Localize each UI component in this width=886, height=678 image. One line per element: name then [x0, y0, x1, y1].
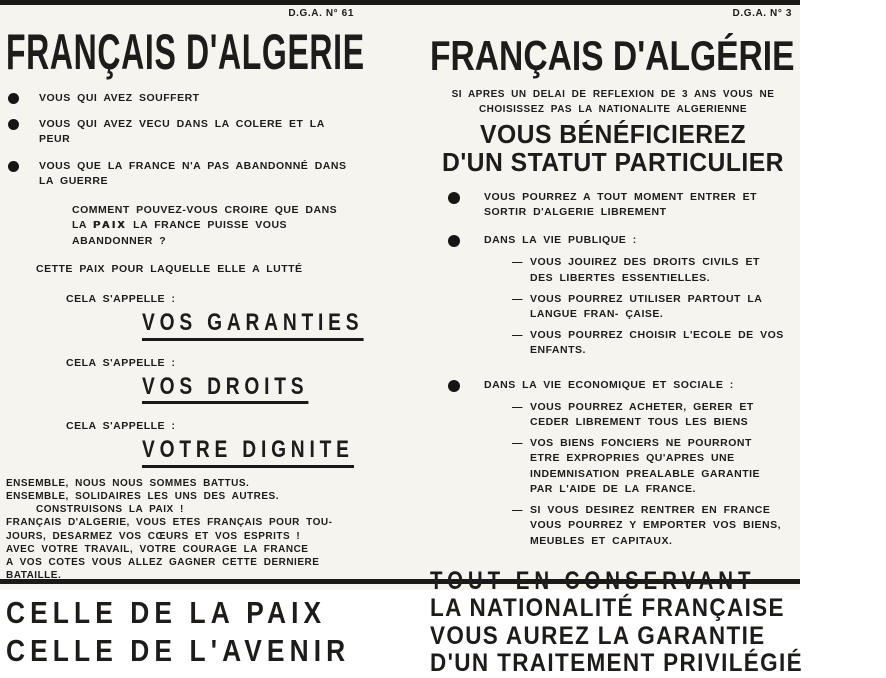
left-closing-slogans — [6, 594, 358, 670]
bullet-dot-icon — [448, 380, 460, 392]
left-panel-title-text: FRANÇAIS D'ALGERIE — [6, 24, 365, 80]
cela-label: CELA S'APPELLE : — [66, 420, 176, 433]
question-emphasis: PAIX — [93, 219, 127, 232]
dash-icon: — — [512, 437, 523, 450]
slogan-block-dignite — [6, 419, 358, 468]
cela-label: CELA S'APPELLE : — [66, 356, 176, 369]
left-bullet-list — [6, 91, 358, 189]
closing-line-paix: CELLE DE LA PAIX — [6, 595, 327, 631]
slogan-block-droits — [6, 356, 358, 405]
bullet-dot-icon — [448, 235, 460, 247]
bullet-dot-icon — [8, 161, 19, 172]
list-item — [6, 159, 358, 189]
bullet-dot-icon — [8, 119, 19, 130]
condition-subtitle — [430, 87, 796, 117]
bullet-text: VOUS QUI AVEZ SOUFFERT — [39, 92, 200, 104]
left-dga-reference: D.G.A. N° 61 — [288, 8, 354, 19]
dash-item-text: VOUS POURREZ ACHETER, GERER ET CEDER LIBREMENT TOUS LES BIENS — [530, 400, 754, 429]
headline-line: D'UN STATUT PARTICULIER — [442, 146, 784, 177]
paragraph-line: BATAILLE. — [6, 570, 62, 582]
dash-icon: — — [512, 292, 523, 305]
right-bullet-list — [430, 190, 796, 555]
question-pre: COMMENT POUVEZ-VOUS CROIRE QUE DANS LA — [72, 204, 338, 232]
right-panel-title — [430, 32, 796, 79]
closing-line: TOUT EN CONSERVANT — [430, 566, 756, 595]
slogan-droits: VOS DROITS — [142, 374, 308, 404]
rhetorical-question — [72, 203, 358, 249]
dash-item-text: VOUS POURREZ UTILISER PARTOUT LA LANGUE FRAN- ÇAISE. — [530, 292, 762, 320]
section-label: DANS LA VIE PUBLIQUE : — [484, 234, 637, 247]
left-panel-title — [6, 24, 365, 80]
right-closing-statement — [430, 566, 803, 678]
subtitle-line: CHOISISSEZ PAS LA NATIONALITE ALGERIENNE — [478, 104, 748, 115]
closing-paragraph — [6, 477, 358, 583]
list-item — [512, 436, 784, 497]
section-label: DANS LA VIE ECONOMIQUE ET SOCIALE : — [484, 378, 734, 391]
left-leaflet-panel — [6, 8, 365, 670]
right-dga-reference: D.G.A. N° 3 — [732, 8, 792, 19]
paragraph-line: ENSEMBLE, SOLIDAIRES LES UNS DES AUTRES. — [6, 490, 279, 502]
dash-icon: — — [512, 400, 523, 413]
paix-statement: CETTE PAIX POUR LAQUELLE ELLE A LUTTÉ — [36, 262, 303, 275]
closing-line: D'UN TRAITEMENT PRIVILÉGIÉ — [430, 649, 803, 678]
slogan-block-garanties — [6, 292, 364, 341]
bullet-dot-icon — [8, 93, 19, 104]
dash-item-text: VOS BIENS FONCIERS NE POURRONT ETRE EXPROPRIES QU'APRES UNE INDEMNISATION PREALABLE GARANTIE PAR L'AIDE DE LA FRANCE. — [530, 437, 761, 495]
list-item — [512, 292, 784, 322]
closing-line: VOUS AUREZ LA GARANTIE — [430, 621, 766, 650]
paragraph-line: A VOS COTES VOUS ALLEZ GAGNER CETTE DERNIERE — [6, 556, 320, 568]
list-item — [512, 503, 784, 549]
slogan-dignite: VOTRE DIGNITE — [142, 437, 354, 467]
statut-headline — [430, 121, 796, 177]
closing-line-avenir: CELLE DE L'AVENIR — [6, 633, 351, 669]
list-item — [512, 400, 784, 430]
dash-item-text: VOUS JOUIREZ DES DROITS CIVILS ET DES LIBERTES ESSENTIELLES. — [530, 256, 760, 284]
list-item-vie-economique — [448, 378, 796, 555]
dash-item-list — [512, 400, 784, 549]
paragraph-line: ENSEMBLE, NOUS NOUS SOMMES BATTUS. — [6, 477, 250, 489]
list-item — [448, 190, 796, 220]
cela-label: CELA S'APPELLE : — [66, 292, 176, 305]
list-item — [6, 91, 358, 106]
question-post: LA FRANCE PUISSE VOUS ABANDONNER ? — [72, 219, 288, 247]
section-economic — [484, 378, 784, 555]
subtitle-line: SI APRES UN DELAI DE REFLEXION DE 3 ANS VOUS NE — [451, 89, 775, 100]
right-panel-title-text: FRANÇAIS D'ALGÉRIE — [430, 32, 795, 79]
list-item — [512, 328, 784, 358]
dash-item-text: SI VOUS DESIREZ RENTRER EN FRANCE VOUS POURREZ Y EMPORTER VOS BIENS, MEUBLES ET CAPITAUX. — [530, 504, 781, 547]
list-item — [6, 117, 358, 147]
top-rule — [0, 0, 800, 5]
dash-icon: — — [512, 329, 523, 342]
paragraph-line: CONSTRUISONS LA PAIX ! — [36, 504, 184, 516]
bullet-dot-icon — [448, 192, 460, 204]
dash-icon: — — [512, 256, 523, 269]
dash-icon: — — [512, 504, 523, 517]
bullet-text: VOUS POURREZ A TOUT MOMENT ENTRER ET SORTIR D'ALGERIE LIBREMENT — [484, 190, 758, 218]
list-item-vie-publique — [448, 233, 796, 365]
slogan-garanties: VOS GARANTIES — [142, 310, 363, 340]
paragraph-line: FRANÇAIS D'ALGERIE, VOUS ETES FRANÇAIS POUR TOU- — [6, 517, 333, 529]
bullet-text: VOUS QUI AVEZ VECU DANS LA COLERE ET LA PEUR — [39, 118, 325, 146]
right-leaflet-panel — [430, 8, 803, 678]
dash-item-text: VOUS POURREZ CHOISIR L'ECOLE DE VOS ENFANTS. — [530, 329, 784, 357]
bullet-text: VOUS QUE LA FRANCE N'A PAS ABANDONNÉ DANS LA GUERRE — [39, 159, 347, 187]
headline-line: VOUS BÉNÉFICIEREZ — [479, 119, 747, 149]
paragraph-line: JOURS, DESARMEZ VOS CŒURS ET VOS ESPRITS ! — [6, 530, 301, 542]
list-item — [512, 255, 784, 285]
section-public — [484, 233, 784, 365]
closing-line: LA NATIONALITÉ FRANÇAISE — [430, 594, 785, 623]
paragraph-line: AVEC VOTRE TRAVAIL, VOTRE COURAGE LA FRANCE — [6, 543, 309, 555]
dash-item-list — [512, 255, 784, 358]
